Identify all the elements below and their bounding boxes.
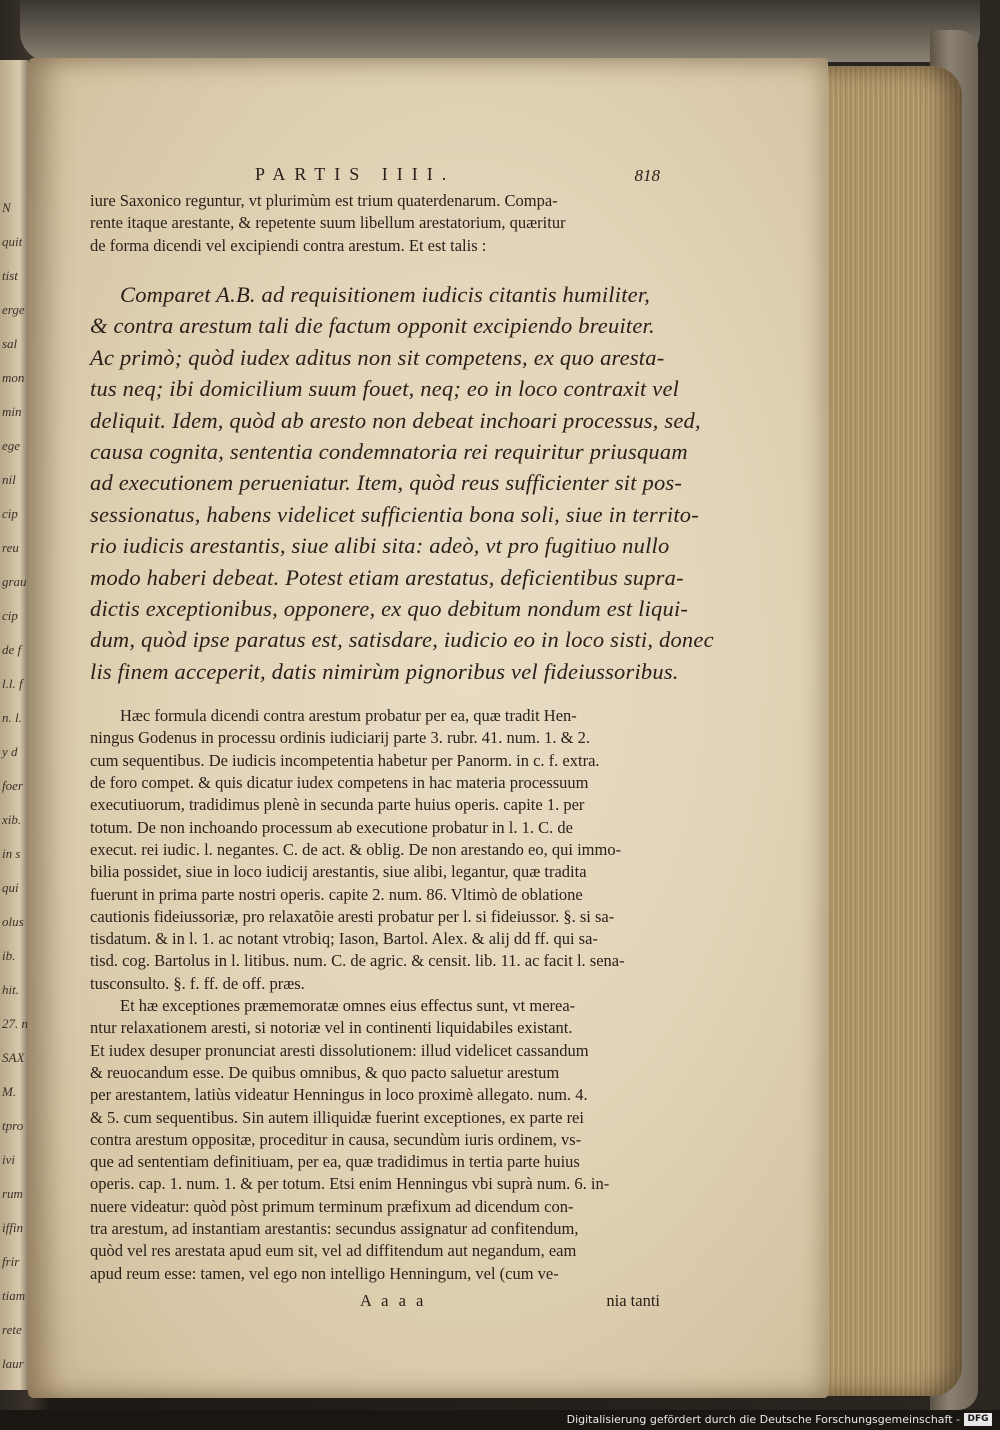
left-page-fragment: quit xyxy=(2,234,23,249)
text-line: executiuorum, tradidimus plenè in secunda parte huius operis. capite 1. per xyxy=(90,795,585,815)
formula-line: causa cognita, sententia condemnatoria rei requiritur priusquam xyxy=(90,438,688,464)
left-page-fragment: mon xyxy=(2,370,25,385)
left-page-fragment: y d xyxy=(2,744,18,759)
left-page-fragment: reu xyxy=(2,540,19,555)
left-page-fragment: tiam xyxy=(2,1288,26,1303)
left-page-fragment: M. xyxy=(2,1084,17,1099)
attribution-text: Digitalisierung gefördert durch die Deutsche Forschungsgemeinschaft - xyxy=(566,1413,960,1426)
formula-line: Ac primò; quòd iudex aditus non sit competens, ex quo aresta- xyxy=(90,344,665,370)
formula-block xyxy=(90,279,714,687)
left-page-fragment: cip xyxy=(2,506,18,521)
left-page-fragment: tist xyxy=(2,268,18,283)
left-page-fragment: 27. n xyxy=(2,1016,28,1031)
page-footer xyxy=(90,1289,660,1315)
left-page-fragment: frir xyxy=(2,1254,20,1269)
text-line: de forma dicendi vel excipiendi contra arestum. Et est talis : xyxy=(90,235,487,255)
formula-line: & contra arestum tali die factum opponit excipiendo breuiter. xyxy=(90,313,655,339)
left-page-fragment: erge xyxy=(2,302,25,317)
left-page-fragment: nil xyxy=(2,472,16,487)
text-line: execut. rei iudic. l. negantes. C. de act. & oblig. De non arestando eo, qui immo- xyxy=(90,839,622,859)
text-line: apud reum esse: tamen, vel ego non intelligo Henningum, vel (cum ve- xyxy=(90,1263,559,1283)
text-line: Hæc formula dicendi contra arestum probatur per ea, quæ tradit Hen- xyxy=(120,706,577,726)
text-line: que ad sententiam definitiuam, per ea, quæ tradidimus in tertia parte huius xyxy=(90,1152,580,1172)
commentary-paragraph-1 xyxy=(90,705,660,995)
left-page-fragment: xib. xyxy=(2,812,22,827)
left-page-fragment: ivi xyxy=(2,1152,15,1167)
text-line: Et iudex desuper pronunciat aresti dissolutionem: illud videlicet cassandum xyxy=(90,1040,589,1060)
text-line: de foro compet. & quis dicatur iudex competens in hac materia processuum xyxy=(90,773,589,793)
intro-paragraph xyxy=(90,190,660,257)
left-page-fragment: l.l. f xyxy=(2,676,23,691)
text-line: tisdatum. & in l. 1. ac notant vtrobiq; Iason, Bartol. Alex. & alij dd ff. qui sa- xyxy=(90,929,598,949)
formula-line: tus neq; ibi domicilium suum fouet, neq; eo in loco contraxit vel xyxy=(90,376,680,402)
text-line: cautionis fideiussoriæ, pro relaxatõie aresti probatur per l. si fideiussor. §. si sa- xyxy=(90,906,615,926)
left-page-fragment: tpro xyxy=(2,1118,24,1133)
page-number: 818 xyxy=(634,166,660,185)
catchword: nia tanti xyxy=(606,1290,660,1310)
running-title: PARTIS IIII. xyxy=(255,164,456,184)
left-page-fragment: de f xyxy=(2,642,22,657)
formula-line: ad executionem perueniatur. Item, quòd reus sufficienter sit pos- xyxy=(90,470,683,496)
text-line: cum sequentibus. De iudicis incompetentia habetur per Panorm. in c. f. extra. xyxy=(90,750,600,770)
formula-line: modo haberi debeat. Potest etiam arestatus, deficientibus supra- xyxy=(90,564,684,590)
signature-mark: A a a a xyxy=(360,1290,427,1310)
left-page-fragment: olus xyxy=(2,914,24,929)
text-line: fuerunt in prima parte nostri operis. capite 2. num. 86. Vltimò de oblatione xyxy=(90,884,583,904)
text-line: tusconsulto. §. f. ff. de off. præs. xyxy=(90,973,305,993)
text-line: quòd vel res arestata apud eum sit, vel ad diffitendum aut negandum, eam xyxy=(90,1241,577,1261)
left-page-fragment: foer xyxy=(2,778,23,793)
text-line: & 5. cum sequentibus. Sin autem illiquidæ fuerint exceptiones, ex parte rei xyxy=(90,1107,584,1127)
text-line: ningus Godenus in processu ordinis iudiciarij parte 3. rubr. 41. num. 1. & 2. xyxy=(90,728,590,748)
left-page-fragment: ib. xyxy=(2,948,16,963)
left-page-fragment: hit. xyxy=(2,982,19,997)
commentary-paragraph-2 xyxy=(90,995,660,1285)
text-line: tisd. cog. Bartolus in l. litibus. num. C. de agric. & censit. lib. 11. ac facit l. sena- xyxy=(90,951,625,971)
left-page-fragment: rete xyxy=(2,1322,22,1337)
text-line: per arestantem, latiùs videatur Henningus in loco proximè allegato. num. 4. xyxy=(90,1085,588,1105)
left-page-fragment: in s xyxy=(2,846,21,861)
left-page-fragment: n. l. xyxy=(2,710,22,725)
formula-line: dictis exceptionibus, opponere, ex quo debitum nondum est liqui- xyxy=(90,595,689,621)
text-line: ntur relaxationem aresti, si notoriæ vel in continenti liquidabiles existant. xyxy=(90,1018,573,1038)
text-line: tra arestum, ad instantiam arestantis: secundus assignatur ad confitendum, xyxy=(90,1219,579,1238)
left-page-fragment: rum xyxy=(2,1186,23,1201)
left-page-fragment: cip xyxy=(2,608,18,623)
left-page-fragment: ege xyxy=(2,438,21,453)
text-line: operis. cap. 1. num. 1. & per totum. Etsi enim Henningus vbi suprà num. 6. in- xyxy=(90,1174,610,1194)
formula-line: lis finem acceperit, datis nimirùm pignoribus vel fideiussoribus. xyxy=(90,658,679,684)
formula-line: Comparet A.B. ad requisitionem iudicis citantis humiliter, xyxy=(120,281,651,307)
text-line: contra arestum oppositæ, proceditur in causa, secundùm iuris ordinem, vs- xyxy=(90,1129,582,1149)
running-head xyxy=(90,160,660,190)
text-line: Et hæ exceptiones præmemoratæ omnes eius effectus sunt, vt merea- xyxy=(120,996,576,1016)
text-line: nuere videatur: quòd pòst primum terminum præfixum ad dicendum con- xyxy=(90,1196,574,1216)
text-line: & reuocandum esse. De quibus omnibus, & quo pacto saluetur arestum xyxy=(90,1062,560,1082)
page-text xyxy=(90,160,714,1315)
formula-line: rio iudicis arestantis, siue alibi sita: adeò, vt pro fugitiuo nullo xyxy=(90,533,670,559)
left-page-fragment: grau xyxy=(2,574,27,589)
left-page-fragment: min xyxy=(2,404,22,419)
text-line: bilia possidet, siue in loco iudicij arestantis, siue alibi, legantur, quæ tradita xyxy=(90,862,587,882)
text-line: iure Saxonico reguntur, vt plurimùm est trium quaterdenarum. Compa- xyxy=(90,191,558,210)
left-page-fragment: N xyxy=(2,200,11,215)
left-page-margin xyxy=(0,60,28,1390)
formula-line: dum, quòd ipse paratus est, satisdare, iudicio eo in loco sisti, donec xyxy=(90,627,714,653)
left-page-fragment: sal xyxy=(2,336,18,351)
page-block-edge xyxy=(812,66,962,1396)
text-line: rente itaque arestante, & repetente suum libellum arestatorium, quæritur xyxy=(90,213,566,233)
formula-line: sessionatus, habens videlicet sufficientia bona soli, siue in territo- xyxy=(90,501,699,527)
dfg-logo: DFG xyxy=(964,1413,992,1426)
left-page-fragment: iffin xyxy=(2,1220,23,1235)
left-page-fragment: laur xyxy=(2,1356,24,1371)
text-line: totum. De non inchoando processum ab executione probatur in l. 1. C. de xyxy=(90,817,573,837)
left-page-fragment: qui xyxy=(2,880,19,895)
left-page-fragment: SAX xyxy=(2,1050,25,1065)
book-headband xyxy=(20,0,980,62)
formula-line: deliquit. Idem, quòd ab aresto non debeat inchoari processus, sed, xyxy=(90,407,701,433)
